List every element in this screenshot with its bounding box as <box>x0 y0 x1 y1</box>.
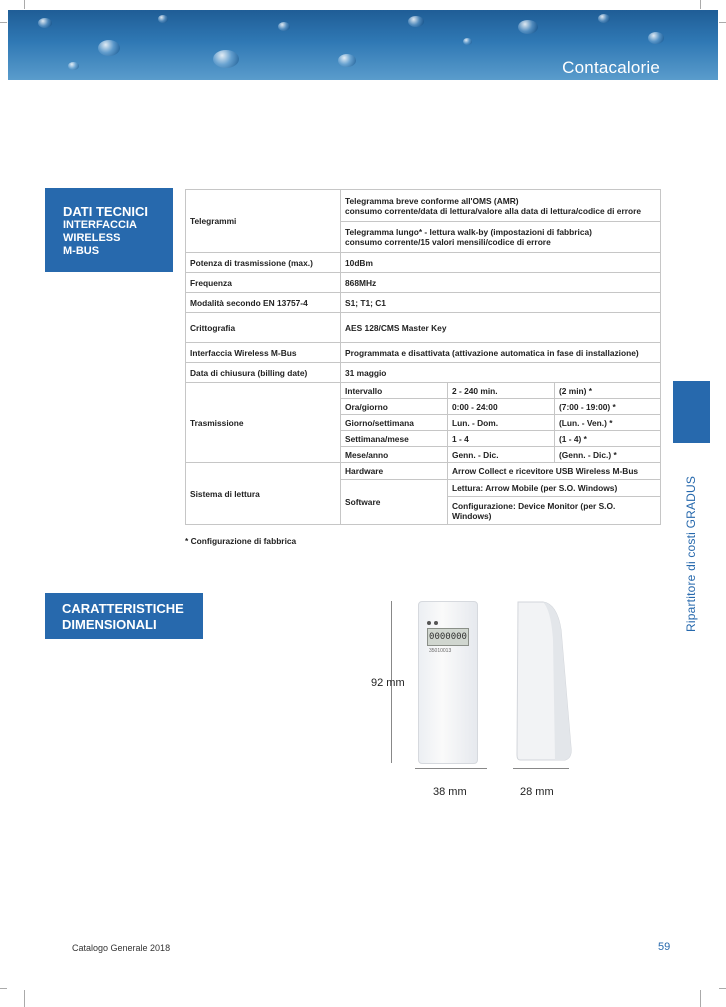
row-label: Crittografia <box>186 313 341 343</box>
row-value <box>341 190 661 222</box>
telegram-long-line: Telegramma lungo* - lettura walk-by (impostazioni di fabbrica) <box>345 227 592 237</box>
reading-value: Arrow Collect e ricevitore USB Wireless M-Bus <box>448 463 661 480</box>
row-label: Frequenza <box>186 273 341 293</box>
table-row <box>186 190 661 222</box>
transmission-range: 1 - 4 <box>448 431 555 447</box>
transmission-default: (1 - 4) * <box>555 431 661 447</box>
row-label: Potenza di trasmissione (max.) <box>186 253 341 273</box>
row-value <box>341 222 661 253</box>
transmission-default: (Genn. - Dic.) * <box>555 447 661 463</box>
transmission-range: Lun. - Dom. <box>448 415 555 431</box>
water-drop <box>213 50 239 68</box>
section-tab-dimensions <box>45 593 203 639</box>
transmission-name: Ora/giorno <box>341 399 448 415</box>
water-drop <box>158 15 168 23</box>
side-category-label: Ripartitore di costi GRADUS <box>684 475 698 632</box>
row-label: Telegrammi <box>186 190 341 253</box>
page-number: 59 <box>658 941 671 953</box>
table-footnote: * Configurazione di fabbrica <box>185 536 297 546</box>
table-row <box>186 293 661 313</box>
transmission-default: (2 min) * <box>555 383 661 399</box>
reading-name: Hardware <box>341 463 448 480</box>
water-drop <box>648 32 664 44</box>
transmission-range: 2 - 240 min. <box>448 383 555 399</box>
device-side-view <box>515 600 573 762</box>
telegram-short-line: Telegramma breve conforme all'OMS (AMR) <box>345 195 519 206</box>
crop-mark <box>0 988 7 989</box>
width-label: 38 mm <box>433 786 467 798</box>
water-drop <box>278 22 290 31</box>
page-title: Contacalorie <box>562 58 660 77</box>
transmission-default: (Lun. - Ven.) * <box>555 415 661 431</box>
transmission-name: Mese/anno <box>341 447 448 463</box>
section-subtitle: M-BUS <box>63 245 100 257</box>
transmission-name: Settimana/mese <box>341 431 448 447</box>
crop-mark <box>24 0 25 9</box>
side-color-tab <box>673 381 710 443</box>
row-value: Programmata e disattivata (attivazione automatica in fase di installazione) <box>341 343 661 363</box>
depth-label: 28 mm <box>520 786 554 798</box>
water-drop <box>338 54 356 67</box>
crop-mark <box>24 990 25 1007</box>
catalog-name: Catalogo Generale 2018 <box>72 943 171 953</box>
width-dimension-line <box>415 768 487 769</box>
section-subtitle: INTERFACCIA <box>63 219 137 231</box>
transmission-name: Giorno/settimana <box>341 415 448 431</box>
water-drop <box>518 20 538 34</box>
serial-number: 35010013 <box>429 648 452 654</box>
crop-mark <box>719 988 726 989</box>
header-banner <box>8 10 718 80</box>
row-value: AES 128/CMS Master Key <box>341 313 661 343</box>
section-tab-technical-data <box>45 188 173 272</box>
table-row <box>186 363 661 383</box>
telegram-long-line: consumo corrente/15 valori mensili/codice di errore <box>345 237 551 247</box>
row-label: Trasmissione <box>186 383 341 463</box>
water-drop <box>598 14 610 23</box>
depth-dimension-line <box>513 768 569 769</box>
lcd-display: 0000000 <box>427 628 469 646</box>
water-drop <box>68 62 79 70</box>
table-row <box>186 463 661 480</box>
crop-mark <box>700 0 701 9</box>
row-label: Modalità secondo EN 13757-4 <box>186 293 341 313</box>
crop-mark <box>700 990 701 1007</box>
row-label: Interfaccia Wireless M-Bus <box>186 343 341 363</box>
row-value: 868MHz <box>341 273 661 293</box>
row-value: 31 maggio <box>341 363 661 383</box>
water-drop <box>98 40 120 56</box>
table-row <box>186 383 661 399</box>
indicator-dot <box>434 621 438 625</box>
reading-name: Software <box>341 480 448 525</box>
water-drop <box>408 16 424 27</box>
water-drop <box>38 18 52 28</box>
device-front-view <box>418 601 478 764</box>
indicator-dot <box>427 621 431 625</box>
reading-value: Configurazione: Device Monitor (per S.O. Windows) <box>448 497 661 525</box>
row-value: S1; T1; C1 <box>341 293 661 313</box>
transmission-range: Genn. - Dic. <box>448 447 555 463</box>
reading-value: Lettura: Arrow Mobile (per S.O. Windows) <box>448 480 661 497</box>
transmission-range: 0:00 - 24:00 <box>448 399 555 415</box>
table-row <box>186 253 661 273</box>
table-row <box>186 273 661 293</box>
telegram-short-line: consumo corrente/data di lettura/valore alla data di lettura/codice di errore <box>345 205 642 216</box>
row-label: Sistema di lettura <box>186 463 341 525</box>
row-label: Data di chiusura (billing date) <box>186 363 341 383</box>
transmission-default: (7:00 - 19:00) * <box>555 399 661 415</box>
section-title: CARATTERISTICHE <box>62 601 184 616</box>
height-label: 92 mm <box>371 677 405 689</box>
technical-specs-table <box>185 189 661 525</box>
row-value: 10dBm <box>341 253 661 273</box>
table-row <box>186 343 661 363</box>
transmission-name: Intervallo <box>341 383 448 399</box>
water-drop <box>463 38 472 45</box>
crop-mark <box>719 22 726 23</box>
section-subtitle: WIRELESS <box>63 232 121 244</box>
table-row <box>186 313 661 343</box>
section-title: DATI TECNICI <box>63 204 148 219</box>
section-title: DIMENSIONALI <box>62 617 157 632</box>
crop-mark <box>0 22 7 23</box>
